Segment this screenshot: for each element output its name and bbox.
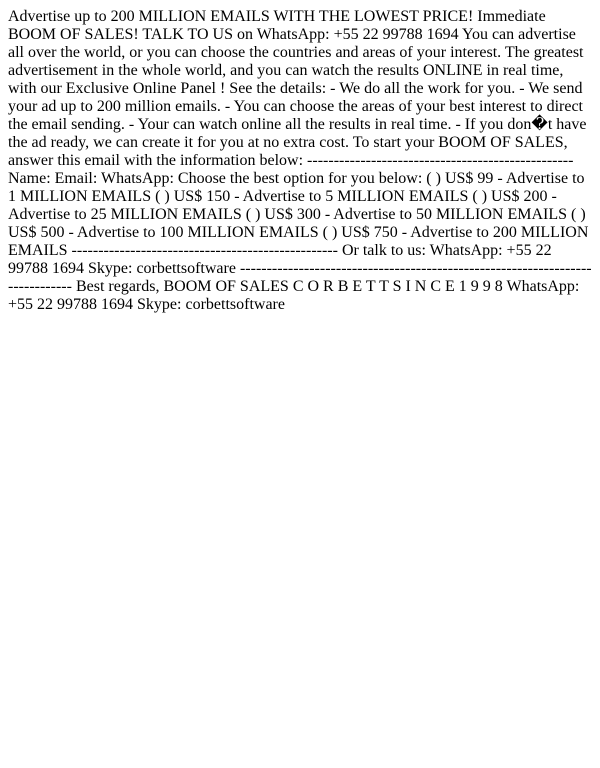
email-body-text: Advertise up to 200 MILLION EMAILS WITH THE LOWEST PRICE! Immediate BOOM OF SALES! TALK TO US on WhatsApp: +55 22 99788 1694 You can advertise all over the world, or you can choose the countries and areas of your interest. The greatest advertisement in the whole world, and you can watch the results ONLINE in real time, with our Exclusive Online Panel ! See the details: - We do all the work for you. - We send your ad up to 200 million emails. - You can choose the areas of your best interest to direct the email sending. - Your can watch online all the results in real time. - If you don�t have the ad ready, we can create it for you at no extra cost. To start your BOOM OF SALES, answer this email with the information below: -------------------------------------------------- Name: Email: WhatsApp: Choose the best option for you below: ( ) US$ 99 - Advertise to 1 MILLION EMAILS ( ) US$ 150 - Advertise to 5 MILLION EMAILS ( ) US$ 200 - Advertise to 25 MILLION EMAILS ( ) US$ 300 - Advertise to 50 MILLION EMAILS ( ) US$ 500 - Advertise to 100 MILLION EMAILS ( ) US$ 750 - Advertise to 200 MILLION EMAILS -------------------------------------------------- Or talk to us: WhatsApp: +55 22 99788 1694 Skype: corbettsoftware ------------------------------------------------------------------------------ Best regards, BOOM OF SALES C O R B E T T S I N C E 1 9 9 8 WhatsApp: +55 22 99788 1694 Skype: corbettsoftware — [8, 8, 592, 313]
